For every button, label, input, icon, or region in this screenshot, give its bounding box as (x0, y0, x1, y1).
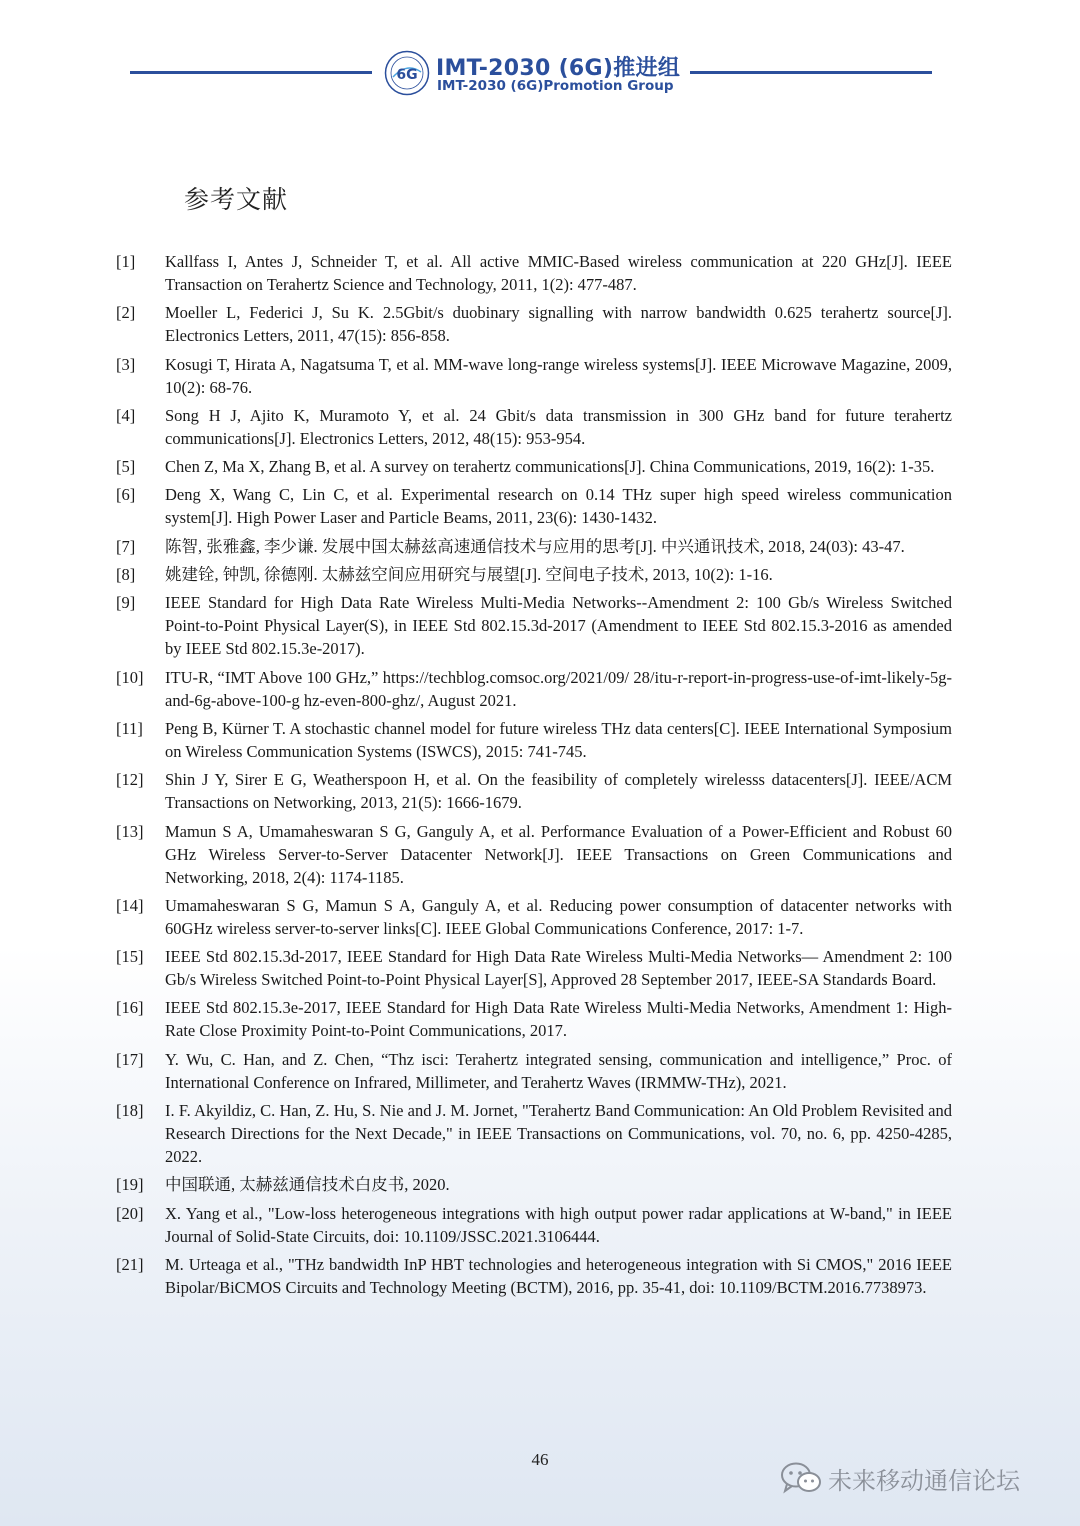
reference-text: Y. Wu, C. Han, and Z. Chen, “Thz isci: Terahertz integrated sensing, communication and intelligence,” Proc. of International Conference on Infrared, Millimeter, and Terahertz Waves (IRMMW-THz), 2021. (165, 1049, 952, 1092)
reference-text: 中国联通, 太赫兹通信技术白皮书, 2020. (165, 1175, 450, 1195)
page-number: 46 (531, 1450, 549, 1469)
logo-text: 6G (396, 67, 418, 83)
page-header (0, 48, 1080, 100)
reference-number: [19] (116, 1175, 144, 1195)
reference-item (116, 1202, 952, 1248)
reference-number: [17] (116, 1049, 144, 1069)
reference-text: Mamun S A, Umamaheswaran S G, Ganguly A, et al. Performance Evaluation of a Power-Efficient and Robust 60 GHz Wireless Server-to-Server Datacenter Network[J]. IEEE Transactions on Green Communications and Networking, 2018, 2(4): 1174-1185. (165, 821, 952, 887)
reference-number: [11] (116, 718, 143, 738)
reference-text: M. Urteaga et al., "THz bandwidth InP HBT technologies and heterogeneous integration with Si CMOS," 2016 IEEE Bipolar/BiCMOS Circuits and Technology Meeting (BCTM), 2016, pp. 35-41, doi: 10.1109/BCTM.2016.7738973. (165, 1254, 952, 1297)
reference-text: IEEE Standard for High Data Rate Wireless Multi-Media Networks--Amendment 2: 100 Gb/s Wireless Switched Point-to-Point Physical Layer(S), in IEEE Std 802.15.3d-2017 (Amendment to IEEE Std 802.15.3-2016 as amended by IEEE Std 802.15.3e-2017). (165, 593, 952, 659)
reference-item (116, 666, 952, 712)
reference-number: [4] (116, 405, 136, 425)
reference-number: [3] (116, 354, 136, 374)
reference-item (116, 1173, 952, 1196)
reference-item (116, 301, 952, 347)
reference-text: Moeller L, Federici J, Su K. 2.5Gbit/s duobinary signalling with narrow bandwidth 0.625 terahertz source[J]. Electronics Letters, 2011, 47(15): 856-858. (165, 303, 952, 346)
reference-number: [14] (116, 895, 144, 915)
reference-number: [18] (116, 1101, 144, 1121)
reference-text: ITU-R, “IMT Above 100 GHz,” https://techblog.comsoc.org/2021/09/ 28/itu-r-report-in-progress-use-of-imt-likely-5g-and-6g-above-100-g hz-even-800-ghz/, August 2021. (165, 667, 952, 710)
reference-item (116, 563, 952, 586)
org-name-cn: IMT-2030 (6G)推进组 (436, 56, 681, 81)
reference-number: [10] (116, 667, 144, 687)
reference-number: [7] (116, 536, 136, 556)
reference-text: Deng X, Wang C, Lin C, et al. Experimental research on 0.14 THz super high speed wireless communication system[J]. High Power Laser and Particle Beams, 2011, 23(6): 1430-1432. (165, 485, 952, 528)
reference-text: Shin J Y, Sirer E G, Weatherspoon H, et al. On the feasibility of completely wirelesss datacenters[J]. IEEE/ACM Transactions on Networking, 2013, 21(5): 1666-1679. (165, 770, 952, 813)
watermark (780, 1460, 1020, 1496)
header-rule-left (130, 71, 372, 74)
reference-text: X. Yang et al., "Low-loss heterogeneous integrations with high output power radar applications at W-band," in IEEE Journal of Solid-State Circuits, doi: 10.1109/JSSC.2021.3106444. (165, 1203, 952, 1246)
reference-item (116, 455, 952, 478)
header-rule-right (690, 71, 932, 74)
reference-text: IEEE Std 802.15.3e-2017, IEEE Standard for High Data Rate Wireless Multi-Media Networks, Amendment 1: High-Rate Close Proximity Point-to-Point Communications, 2017. (165, 998, 952, 1041)
reference-number: [8] (116, 565, 136, 585)
reference-item (116, 996, 952, 1042)
reference-item (116, 404, 952, 450)
reference-item (116, 353, 952, 399)
reference-number: [15] (116, 947, 144, 967)
watermark-text: 未来移动通信论坛 (828, 1466, 1020, 1495)
reference-item (116, 591, 952, 660)
reference-text: IEEE Std 802.15.3d-2017, IEEE Standard for High Data Rate Wireless Multi-Media Networks— Amendment 2: 100 Gb/s Wireless Switched Point-to-Point Physical Layer[S], Approved 28 September 2017, IEEE-SA Standards Board. (165, 947, 952, 990)
section-title: 参考文献 (184, 185, 289, 214)
reference-item (116, 535, 952, 558)
reference-number: [5] (116, 457, 136, 477)
reference-text: Chen Z, Ma X, Zhang B, et al. A survey on terahertz communications[J]. China Communications, 2019, 16(2): 1-35. (165, 457, 935, 477)
reference-number: [2] (116, 303, 136, 323)
reference-number: [13] (116, 821, 144, 841)
reference-number: [21] (116, 1254, 144, 1274)
reference-number: [16] (116, 998, 144, 1018)
reference-text: 姚建铨, 钟凯, 徐德刚. 太赫兹空间应用研究与展望[J]. 空间电子技术, 2013, 10(2): 1-16. (165, 565, 773, 585)
reference-item (116, 1099, 952, 1168)
reference-item (116, 1253, 952, 1299)
reference-item (116, 768, 952, 814)
reference-item (116, 717, 952, 763)
reference-item (116, 250, 952, 296)
reference-number: [12] (116, 770, 144, 790)
reference-text: Song H J, Ajito K, Muramoto Y, et al. 24 Gbit/s data transmission in 300 GHz band for future terahertz communications[J]. Electronics Letters, 2012, 48(15): 953-954. (165, 405, 952, 448)
6g-logo-icon (384, 50, 430, 96)
reference-item (116, 945, 952, 991)
reference-text: I. F. Akyildiz, C. Han, Z. Hu, S. Nie and J. M. Jornet, "Terahertz Band Communication: An Old Problem Revisited and Research Directions for the Next Decade," in IEEE Transactions on Communications, vol. 70, no. 6, pp. 4250-4285, 2022. (165, 1101, 952, 1167)
reference-number: [20] (116, 1203, 144, 1223)
reference-number: [1] (116, 252, 136, 271)
reference-list (116, 250, 952, 1304)
reference-item (116, 1048, 952, 1094)
reference-text: Kosugi T, Hirata A, Nagatsuma T, et al. MM-wave long-range wireless systems[J]. IEEE Microwave Magazine, 2009, 10(2): 68-76. (165, 354, 952, 397)
reference-number: [9] (116, 593, 136, 613)
reference-item (116, 820, 952, 889)
reference-text: Kallfass I, Antes J, Schneider T, et al. All active MMIC-Based wireless communication at 220 GHz[J]. IEEE Transaction on Terahertz Science and Technology, 2011, 1(2): 477-487. (165, 252, 952, 294)
reference-item (116, 894, 952, 940)
org-name-en: IMT-2030 (6G)Promotion Group (437, 78, 674, 94)
reference-text: Umamaheswaran S G, Mamun S A, Ganguly A, et al. Reducing power consumption of datacenter networks with 60GHz wireless server-to-server links[C]. IEEE Global Communications Conference, 2017: 1-7. (165, 895, 952, 938)
reference-text: 陈智, 张雅鑫, 李少谦. 发展中国太赫兹高速通信技术与应用的思考[J]. 中兴通讯技术, 2018, 24(03): 43-47. (165, 536, 905, 556)
reference-item (116, 483, 952, 529)
reference-text: Peng B, Kürner T. A stochastic channel model for future wireless THz data centers[C]. IEEE International Symposium on Wireless Communication Systems (ISWCS), 2015: 741-745. (165, 718, 952, 761)
wechat-icon (780, 1461, 822, 1495)
reference-number: [6] (116, 485, 136, 505)
